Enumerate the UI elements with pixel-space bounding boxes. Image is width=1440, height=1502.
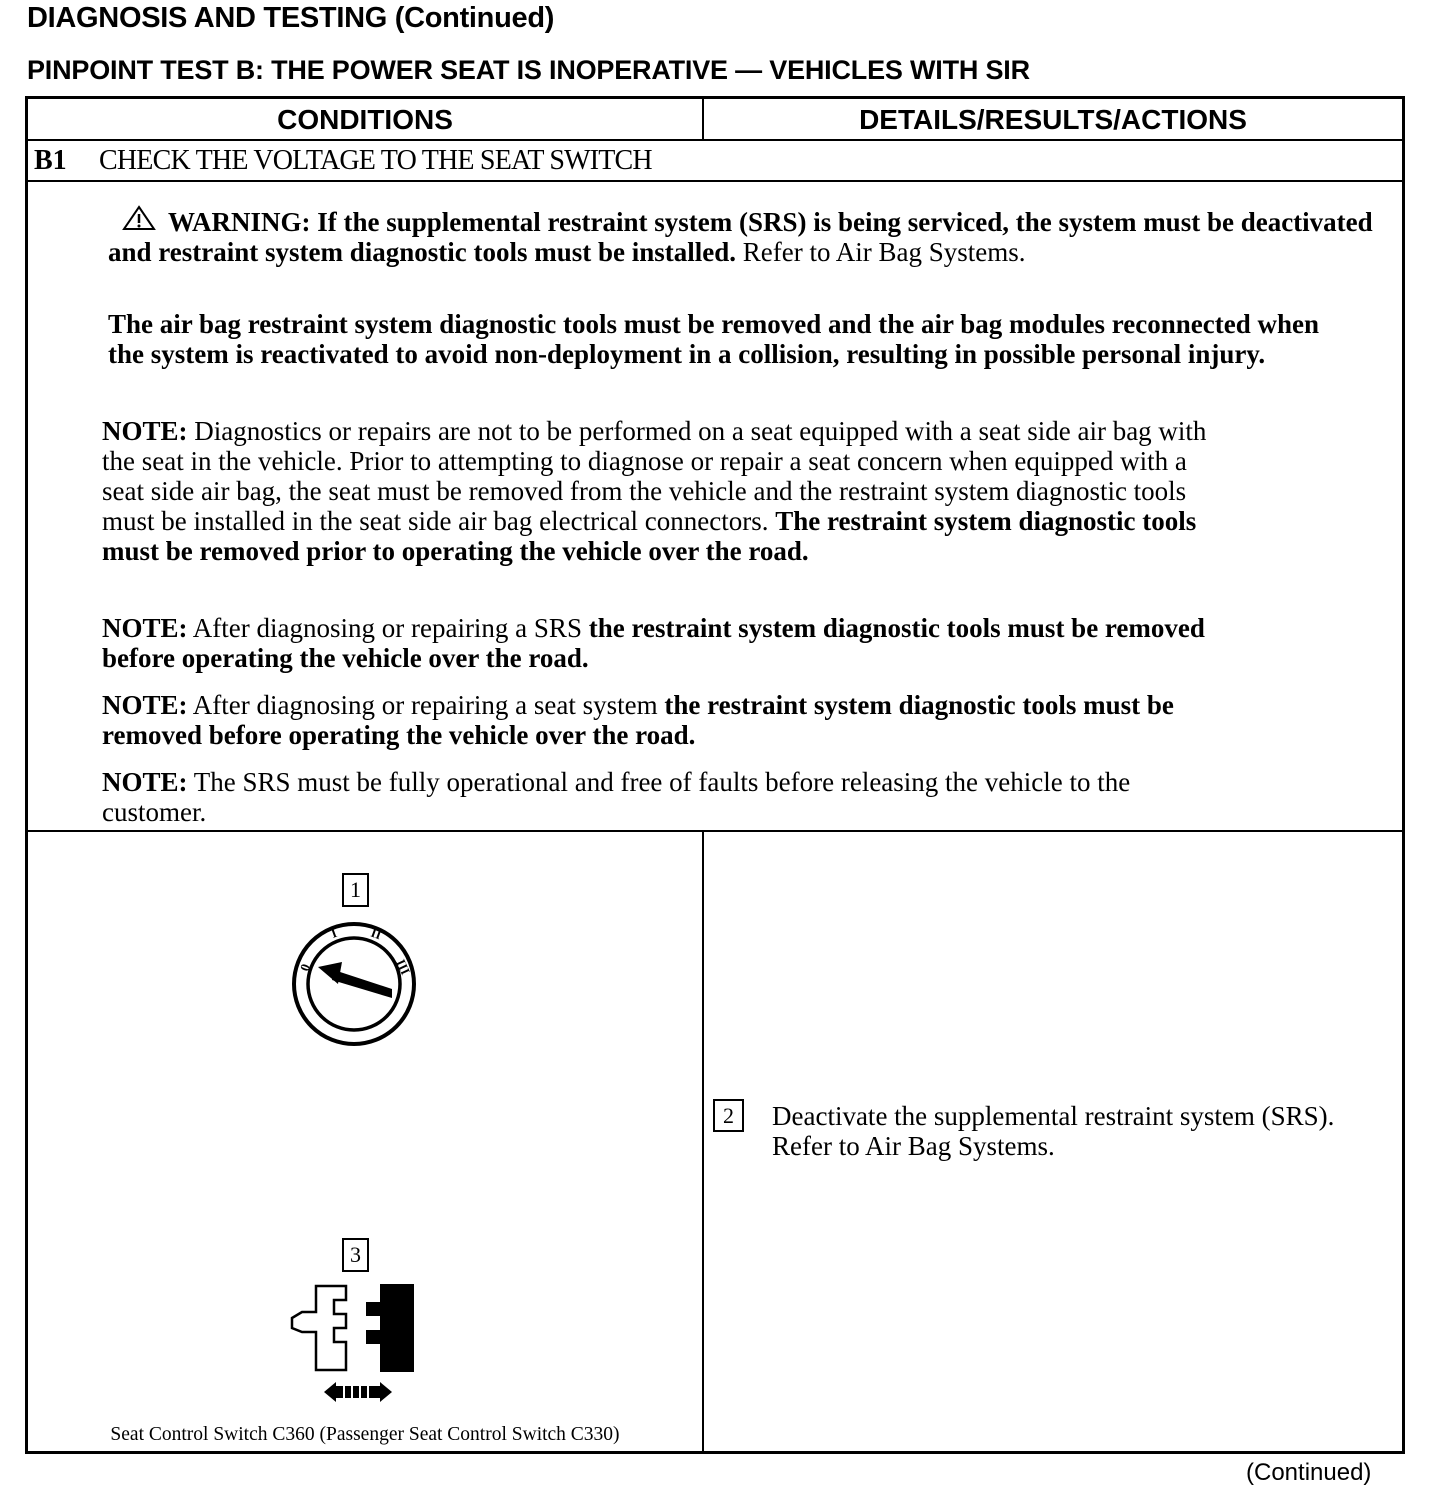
ignition-position-label: II	[368, 924, 384, 943]
double-arrow-icon	[324, 1382, 392, 1402]
note-label: NOTE:	[102, 767, 188, 797]
table-divider	[25, 830, 1405, 832]
note-label: NOTE:	[102, 416, 188, 446]
warning-text: WARNING: If the supplemental restraint system (SRS) is being serviced, the system must be deactivated and restraint system diagnostic tools must be installed.	[108, 207, 1373, 267]
test-title: PINPOINT TEST B: THE POWER SEAT IS INOPERATIVE — VEHICLES WITH SIR	[27, 55, 1030, 85]
note-label: NOTE:	[102, 613, 188, 643]
note-bold-text: the restraint system diagnostic tools must be removed before operating the vehicle over the road.	[102, 613, 1205, 673]
note-1	[102, 416, 1222, 566]
warning-refer: Refer to Air Bag Systems.	[742, 237, 1026, 267]
note-3	[102, 690, 1222, 750]
warning-text-2: The air bag restraint system diagnostic tools must be removed and the air bag modules reconnected when the system is reactivated to avoid non-deployment in a collision, resulting in possible personal injury.	[108, 309, 1319, 369]
table-divider	[25, 180, 1405, 182]
callout-3: 3	[342, 1238, 369, 1272]
action-refer: Refer to Air Bag Systems.	[772, 1131, 1055, 1161]
note-text: After diagnosing or repairing a seat system	[192, 690, 658, 720]
ignition-switch-icon	[288, 922, 422, 1052]
column-divider	[702, 830, 704, 1454]
ignition-position-label: III	[393, 956, 414, 978]
callout-1: 1	[342, 873, 369, 907]
note-bold-text: The restraint system diagnostic tools must be removed prior to operating the vehicle over the road.	[102, 506, 1197, 566]
note-2	[102, 613, 1222, 673]
warning-triangle-icon	[122, 205, 156, 231]
column-header-details: DETAILS/RESULTS/ACTIONS	[859, 104, 1247, 135]
note-text: Diagnostics or repairs are not to be performed on a seat equipped with a seat side air bag with the seat in the vehicle. Prior to attempting to diagnose or repair a seat concern when equipped with a seat side air bag, the seat must be removed from the vehicle and the restraint system diagnostic tools must be installed in the seat side air bag electrical connectors.	[102, 416, 1207, 536]
page-title: DIAGNOSIS AND TESTING (Continued)	[27, 2, 555, 34]
note-4	[102, 767, 1222, 827]
figure-caption: Seat Control Switch C360 (Passenger Seat Control Switch C330)	[110, 1424, 620, 1445]
continued-label: (Continued)	[1246, 1459, 1372, 1486]
column-header-conditions: CONDITIONS	[277, 104, 453, 135]
ignition-position-label: I	[328, 924, 339, 941]
note-text: The SRS must be fully operational and free of faults before releasing the vehicle to the customer.	[102, 767, 1131, 827]
action-text	[772, 1101, 1392, 1161]
note-text: After diagnosing or repairing a SRS	[192, 613, 582, 643]
warning-block	[108, 205, 1408, 267]
note-bold-text: the restraint system diagnostic tools must be removed before operating the vehicle over the road.	[102, 690, 1174, 750]
action-instruction: Deactivate the supplemental restraint system (SRS).	[772, 1101, 1335, 1131]
note-label: NOTE:	[102, 690, 188, 720]
step-id: B1	[34, 145, 67, 176]
step-title: CHECK THE VOLTAGE TO THE SEAT SWITCH	[99, 145, 652, 176]
callout-2: 2	[713, 1099, 744, 1132]
ignition-position-label: 0	[296, 961, 314, 974]
connector-icon	[288, 1280, 422, 1410]
